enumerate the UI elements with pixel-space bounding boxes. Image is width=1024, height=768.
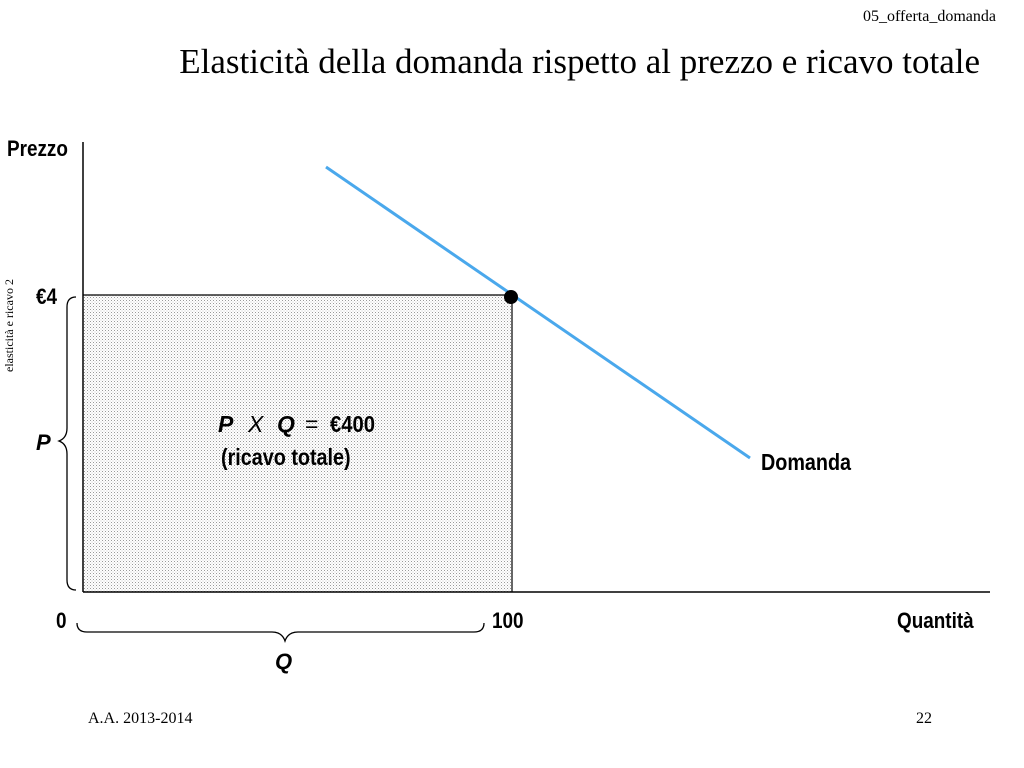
formula-value: €400 [330,410,376,438]
quantity-tick-label: 100 [492,608,524,634]
formula-times: X [248,411,264,437]
total-revenue-area [83,295,512,592]
price-brace [59,297,76,590]
side-note: elasticità e ricavo 2 [2,279,16,372]
formula-q: Q [277,411,295,437]
demand-point [504,290,518,304]
slide-section-tag: 05_offerta_domanda [863,8,996,25]
formula-p: P [218,411,234,437]
y-axis-label: Prezzo [7,136,68,162]
quantity-brace [77,623,484,641]
slide-title: Elasticità della domanda rispetto al prezzo e ricavo totale [179,42,980,81]
footer-page-number: 22 [916,710,932,727]
demand-label: Domanda [761,449,852,476]
quantity-brace-label: Q [275,649,293,674]
origin-label: 0 [56,608,67,634]
x-axis-label: Quantità [897,608,974,634]
footer-academic-year: A.A. 2013-2014 [88,710,193,727]
formula-equals: = [305,411,319,437]
revenue-caption: (ricavo totale) [221,444,351,471]
price-brace-label: P [36,430,51,455]
price-tick-label: €4 [36,284,58,310]
